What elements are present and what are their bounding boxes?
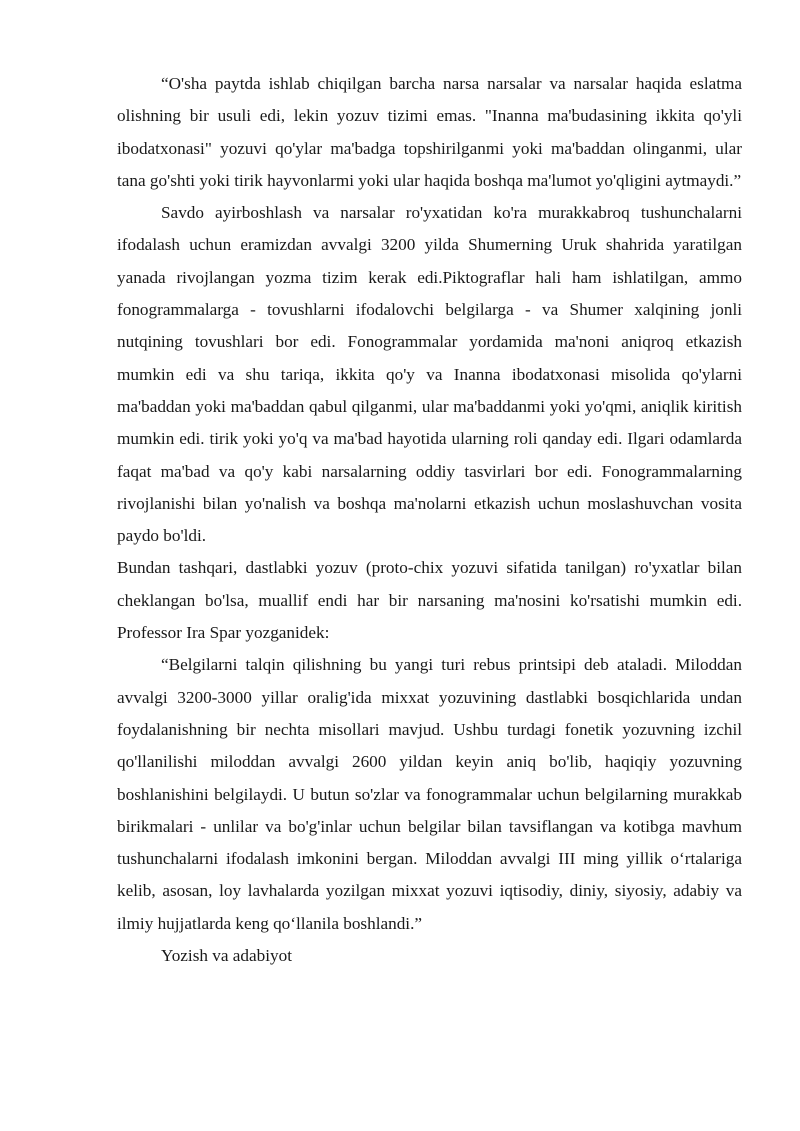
- document-page: [117, 68, 742, 972]
- body-paragraph-early-writing: Bundan tashqari, dastlabki yozuv (proto-chix yozuvi sifatida tanilgan) ro'yxatlar bilan cheklangan bo'lsa, muallif endi har bir narsaning ma'nosini ko'rsatishi mumkin edi. Professor Ira Spar yozganidek:: [117, 558, 742, 643]
- section-heading: Yozish va adabiyot: [161, 946, 292, 966]
- quote-paragraph-rebus: “Belgilarni talqin qilishning bu yangi turi rebus printsipi deb ataladi. Miloddan avvalgi 3200-3000 yillar oralig'ida mixxat yozuvining dastlabki bosqichlarida undan foydalanishning bir nechta misollari mavjud. Ushbu turdagi fonetik yozuvning izchil qo'llanilishi miloddan avvalgi 2600 yildan keyin aniq bo'lib, haqiqiy yozuvning boshlanishini belgilaydi. U butun so'zlar va fonogrammalar uchun belgilarning murakkab birikmalari - unlilar va bo'g'inlar uchun belgilar bilan tavsiflangan va kotibga mavhum tushunchalarni ifodalash imkonini bergan. Miloddan avvalgi III ming yillik o‘rtalariga kelib, asosan, loy lavhalarda yozilgan mixxat yozuvi iqtisodiy, diniy, siyosiy, adabiy va ilmiy hujjatlarda keng qo‘llanila boshlandi.”: [117, 655, 742, 933]
- quote-paragraph-1: “O'sha paytda ishlab chiqilgan barcha narsa narsalar va narsalar haqida eslatma olishning bir usuli edi, lekin yozuv tizimi emas. "Inanna ma'budasining ikkita qo'yli ibodatxonasi" yozuvi qo'ylar ma'badga topshirilganmi yoki ma'baddan olinganmi, ular tana go'shti yoki tirik hayvonlarmi yoki ular haqida boshqa ma'lumot yo'qligini aytmaydi.”: [117, 74, 742, 190]
- body-paragraph-trade: Savdo ayirboshlash va narsalar ro'yxatidan ko'ra murakkabroq tushunchalarni ifodalash uchun eramizdan avvalgi 3200 yilda Shumerning Uruk shahrida yaratilgan yanada rivojlangan yozma tizim kerak edi.Piktograflar hali ham ishlatilgan, ammo fonogrammalarga - tovushlarni ifodalovchi belgilarga - va Shumer xalqining jonli nutqining tovushlari bor edi. Fonogrammalar yordamida ma'noni aniqroq etkazish mumkin edi va shu tariqa, ikkita qo'y va Inanna ibodatxonasi misolida qo'ylarni ma'baddan yoki ma'baddan qabul qilganmi, ular ma'baddanmi yoki yo'qmi, aniqlik kiritish mumkin edi. tirik yoki yo'q va ma'bad hayotida ularning roli qanday edi. Ilgari odamlarda faqat ma'bad va qo'y kabi narsalarning oddiy tasvirlari bor edi. Fonogrammalarning rivojlanishi bilan yo'nalish va boshqa ma'nolarni etkazish uchun moslashuvchan vosita paydo bo'ldi.: [117, 203, 742, 546]
